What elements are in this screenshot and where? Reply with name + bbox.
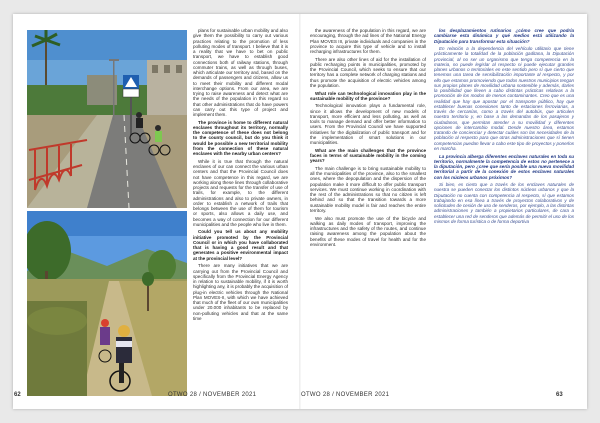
magazine-spread [13, 14, 587, 409]
interview-question: Could you tell us about any mobility initiative promoted by the Provincial Council or in which you have collaborated that is having a good result and that generates a positive environmental impact at the provincial level? [193, 229, 288, 261]
interview-answer: the awareness of the population in this regard, we are encouraging, through the aid lines of the National Energy Plan MOVES III, private individuals and companies in the province to acquire this type of vehicle and to install recharging infrastructures for them. [310, 28, 426, 54]
interview-answer: We also must promote the use of the bicycle and walking as daily modes of transport, improving the infrastructures and the safety of the routes, and continue raising awareness among the population about the benefits of these modes of travel for health and for the environment. [310, 215, 426, 247]
photo-cyclists-bike-lane [27, 30, 187, 208]
right-page-text-column [310, 28, 426, 400]
interview-answer: There are many initiatives that we are carrying out from the Provincial Council and specifically from the Provincial Energy Agency in relation to sustainable mobility, if it is worth highlighting any, it is probably the acquisition of plug-in electric vehicles through the National Plan MOVES-II, with which we have achieved that much of the fleet of our own municipalities under 20.000 inhabitants to be replaced by non-polluting vehicles and that at the same time [193, 263, 288, 321]
right-page-magazine-issue: OTWO 28 / NOVEMBER 2021 [301, 392, 390, 398]
interview-answer: While it is true that through the natural enclaves of our can connect the various urban centers and that the Provincial Council does not have competence in this regard, we are working along these lines through collaborative projects and requests for the transfer of use of trails, for example, to the different administrations and also to private owners, in order to establish a network of trails that belongs between the use of them for tourism or sports, also allows a daily use, and becomes a way of connection for our different municipalities and the people who live in them. [193, 158, 288, 227]
page-gutter [299, 14, 301, 409]
left-page-magazine-issue: OTWO 28 / NOVEMBER 2021 [168, 392, 257, 398]
interview-question: los desplazamientos rutinarios ¿cómo cree que podría cambiarse esta dinámica y qué medios está utilizando la Diputación para transformar esta situación? [434, 28, 574, 44]
interview-question: La provincia alberga diferentes enclaves naturales en toda su territorio, normalmente la competencia de estos no pertenece a la diputación, pero ¿cree que sería posible una nueva movilidad territorial a partir de la conexión de estos enclaves naturales con los núcleos urbanos próximos? [434, 153, 574, 180]
interview-answer: There are also other lines of aid for the installation of public recharging points in municipalities, promoted by the Provincial Council, which seeks to ensure that our territory has a complete network of charging stations and thus promote the acquisition of electric vehicles among the population. [310, 56, 426, 88]
left-page-number: 62 [14, 392, 21, 398]
photo-cyclists-rural-trail [27, 211, 187, 396]
interview-question: The province is home to different natural enclaves throughout its territory, normally the competence of these does not belong to the county council, but do you think it would be possible a new territorial mobility from the connection of these natural enclaves with the nearby urban centers? [193, 119, 288, 157]
interview-question: What are the main challenges that the province faces in terms of sustainable mobility in the coming years? [310, 147, 426, 164]
bike-lane-photo-illustration [27, 30, 187, 208]
interview-answer: The main challenge is to bring sustainable mobility to all the municipalities of the province, also to the smallest ones, where the depopulation and the dispersion of the population make it more difficult to offer public transport services. We must continue working in coordination with the rest of the administrations so that no citizen is left behind and so that the transition towards a more sustainable mobility model is fair and reaches the entire territory. [310, 165, 426, 213]
interview-answer: En relación a la dependencia del vehículo utilitario que tiene prácticamente la totalidad de la población gaditana, la Diputación provincial, al no ser un organismo que tenga competencia en la materia, no puede legislar al respecto ni puede ejecutar grandes planes urbanos o territoriales en este sentido pero sí que cierto que tenemos una tarea de sensibilización importante al respecto, y por ello que estamos promoviendo que todos nuestros municipios tengan sus propios planes de movilidad urbana sostenible y además, darles la posibilidad que lleven a cabo distintas prácticas relativas a la promoción de los modos de menos contaminantes. Creo que es una realidad que hay que apostar por el transporte público, hay que establecer buenas conexiones tanto de estaciones ferroviarias, a través de cercanías, como a través del autobús, que articulen nuestro territorio y, en base a las demandas de los pasajeros y ciudadanos, que permitan atender a su movilidad y diferentes opciones de intercambio modal. Desde nuestro área, estamos tratando de concienciar y detectar cuáles son las necesidades de la población al respecto para que otras administraciones que sí tienen competencias puedan llevar a cabo este tipo de proyectos y ponerlos en marcha. [434, 46, 574, 151]
right-page-spanish-column [434, 28, 574, 400]
left-page-text-column [193, 28, 288, 400]
interview-answer: Si bien, es cierto que a través de los enclaves naturales de nuestra se pueden conectar los distintos núcleos urbanos y que la Diputación no cuenta con competencia al respecto, sí que estamos trabajando en esa línea a través de proyectos colaborativos y de solicitudes de cesión de uso de senderos, por ejemplo, a las distintas administraciones y también a propietarios particulares, de cara a establecer una red de senderos que además de permitir el uso de los mismos de forma turística o de forma deportiva [434, 182, 574, 224]
interview-answer: plans for sustainable urban mobility and also give them the possibility to carry out various practices relating to the promotion of less polluting modes of transport. I believe that it is a reality that we have to bet on public transport, we have to establish good connections both of railway stations, through commuter trains, as well as through buses, which articulate our territory and, based on the demands of passengers and citizens, allow us to meet their mobility and different modal interchange options. From our area, we are trying to raise awareness and detect what are the needs of the population in this regard so that other administrations that do have powers can carry out this type of project and implement them. [193, 28, 288, 117]
right-page-number: 63 [556, 392, 563, 398]
interview-question: What role can technological innovation play in the sustainable mobility of the province? [310, 90, 426, 101]
interview-answer: Technological innovation plays a fundamental role, since it allows the development of new models of transport, more efficient and less polluting, as well as tools to manage demand and offer better information to users. From the Provincial Council we have supported initiatives for the digitalization of public transport and for the implementation of smart solutions in our municipalities. [310, 103, 426, 146]
rural-trail-photo-illustration [27, 211, 187, 396]
